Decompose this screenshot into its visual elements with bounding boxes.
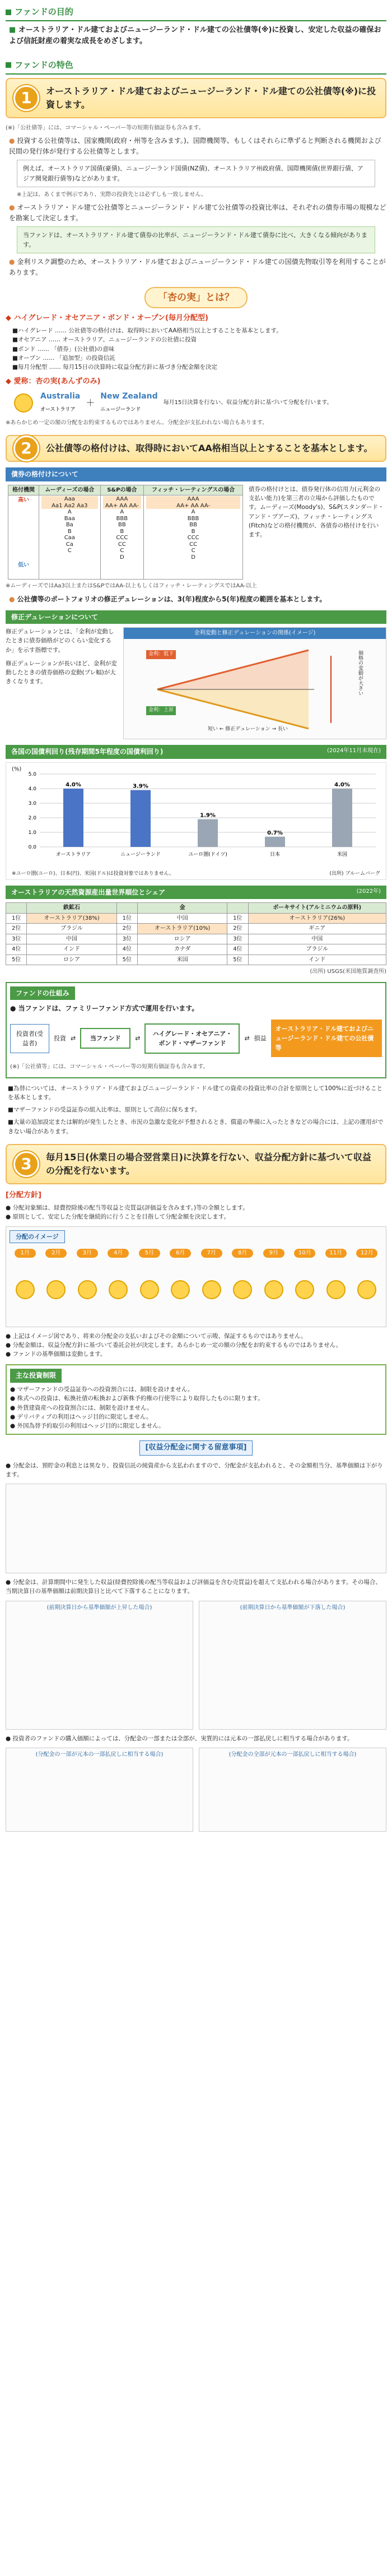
- name-breakdown: ■ハイグレード …… 公社債等の格付けは、取得時においてAA格相当以上とすることを基本とします。 ■オセアニア …… オーストラリア、ニュージーランドの公社債に投資 ■ボンド …… 「債券」(公社債)の意味 ■オープン …… 「追加型」の投資信託 ■毎月分配型 …… 毎月15日の決算時に収益分配方針に基づき分配金額を決定: [12, 327, 282, 371]
- coin-icon: [16, 1280, 35, 1299]
- gov-yield-title: 各国の国債利回り(残存期間5年程度の国債利回り) (2024年11月末現在): [6, 745, 386, 759]
- dist-policy: ● 分配対象額は、経費控除後の配当等収益と売買益(評価益を含みます。)等の全額とします。 ● 原則として、安定した分配を継続的に行うことを目指して分配金額を決定します。: [6, 1204, 249, 1221]
- rank-source: (出所) USGS(米国地質調査所): [310, 969, 386, 975]
- country-label: 日本: [269, 851, 281, 858]
- coin-icon: [326, 1280, 346, 1299]
- nz-label: New Zealand ニュージーランド: [100, 392, 158, 413]
- fund-name-heading: ◆ ハイグレード・オセアニア・ボンド・オープン(毎月分配型): [6, 313, 208, 322]
- rating-title: 債券の格付けについて: [6, 467, 386, 481]
- yield-value-label: 1.9%: [200, 812, 216, 819]
- duration-section: [6, 627, 386, 739]
- ratio-box: 当ファンドは、オーストラリア・ドル建て債券の比率が、ニュージーランド・ドル建て債券に比べ、大きくなる傾向があります。: [17, 226, 375, 253]
- structure-note: (※)「公社債等」には、コマーシャル・ペーパー等の短期有価証券も含みます。: [10, 1064, 209, 1071]
- yield-value-label: 0.7%: [267, 830, 283, 836]
- section-heading-features: ファンドの特色: [6, 58, 386, 75]
- coin-icon: [357, 1280, 376, 1299]
- yield-source: (出所) ブルームバーグ: [329, 870, 380, 877]
- feature-note: (※)「公社債等」には、コマーシャル・ペーパー等の短期有価証券も含みます。: [6, 124, 204, 131]
- example-note: ※上記は、あくまで例示であり、実際の投資先とは必ずしも一致しません。: [17, 191, 207, 198]
- limits-title: 主な投資制限: [10, 1369, 62, 1383]
- gov-yield-chart: [6, 762, 386, 880]
- bullet-1: ● 投資する公社債等は、国家機関(政府・州等を含みます。)、国際機関等、もしくはそれらに準ずると判断される機関および民間の発行体が発行する公社債等とします。: [9, 137, 381, 155]
- caution-fig-full: (分配金の全部が元本の一部払戻しに相当する場合): [199, 1748, 386, 1832]
- rank-title: オーストラリアの天然資源産出量世界順位とシェア (2022年): [6, 886, 386, 900]
- mother-fund-box: ハイグレード・オセアニア・ボンド・マザーファンド: [144, 1023, 240, 1054]
- yield-svg: [6, 763, 386, 864]
- duration-title: 修正デュレーションについて: [6, 610, 386, 624]
- dist-image-title: 分配のイメージ: [10, 1230, 65, 1243]
- apricot-icon: [14, 393, 33, 413]
- caution-fig-left: (前期決算日から基準価額が上昇した場合): [6, 1601, 193, 1730]
- caution-fig-a: [6, 1484, 386, 1573]
- caution-2-figures: [6, 1601, 386, 1730]
- number-badge: 1: [13, 85, 39, 111]
- nickname-row: Australia オーストラリア ＋ New Zealand ニュージーランド 毎月15日決算を行ない、収益分配方針に基づいて分配を行います。: [12, 391, 380, 415]
- cautions-title-row: [収益分配金に関する留意事項]: [6, 1440, 386, 1455]
- number-badge: 3: [13, 1151, 39, 1177]
- number-badge: 2: [13, 435, 39, 461]
- y-tick-label: 5.0: [28, 771, 36, 777]
- yield-note: ※ユーロ圏(ユーロ)、日本(円)、米国(ドル)は投資対象ではありません。: [12, 870, 175, 877]
- dist-policy-title: [分配方針]: [6, 1190, 41, 1199]
- rank-table: 鉄鉱石 金 ボーキサイト(アルミニウムの原料) 1位 オーストラリア(38%) 1位 中国 1位 オーストラリア(26%) 2位 ブラジル 2位 オーストラリア(10%) 2位 ギニア 3位 中国 3位 ロシア 3位 中国 4位 インド 4位 カナダ 4位 ブラジル 5位 ロシア 5位 米国 5位 インド: [6, 902, 386, 965]
- coin-icon: [78, 1280, 97, 1299]
- rate-up-label: 金利：上昇: [146, 706, 176, 715]
- caution-fig-partial: (分配金の一部が元本の一部払戻しに相当する場合): [6, 1748, 193, 1832]
- baby-fund-box: 当ファンド: [80, 1028, 130, 1049]
- limits-box: [6, 1364, 386, 1435]
- country-label: 米国: [337, 851, 348, 858]
- nickname-title: 「杏の実」とは？: [6, 287, 386, 308]
- australia-label: Australia オーストラリア: [40, 392, 81, 413]
- section-heading-purpose: ファンドの目的: [6, 4, 386, 21]
- example-box: 例えば、オーストラリア国債(豪債)、ニュージーランド国債(NZ債)、オーストラリア州政府債、国際機関債(世界銀行債、アジア開発銀行債等)などがあります。: [17, 160, 375, 187]
- yield-value-label: 4.0%: [66, 781, 81, 788]
- country-label: オーストラリア: [55, 851, 91, 858]
- big-change-label: 価格の変動が大きい: [357, 650, 363, 696]
- yield-unit: (%): [12, 766, 22, 772]
- rating-description: 債券の格付けとは、債券発行体の信用力(元利金の支払い能力)を第三者の立場から評価したものです。ムーディーズ(Moody's)、S&P(スタンダード・アンド・プアーズ)、フィッチ・レーティングス(Fitch)などの格付機関が、各債券の格付けを行います。: [249, 485, 384, 539]
- caution-1: ● 分配金は、預貯金の利息とは異なり、投資信託の純資産から支払われますので、分配金が支払われると、その金額相当分、基準価額は下がります。: [6, 1462, 383, 1478]
- caution-fig-right: (前期決算日から基準価額が下落した場合): [199, 1601, 386, 1730]
- nickname-heading: ◆ 愛称：杏の実(あんずのみ): [6, 377, 101, 386]
- month-row: 1月 2月 3月 4月 5月 6月 7月 8月 9月 10月 11月 12月: [10, 1249, 382, 1258]
- duration-bullet: ● 公社債等のポートフォリオの修正デュレーションは、3(年)程度から5(年)程度の範囲を基本とします。: [9, 595, 326, 603]
- yield-bar: [130, 790, 151, 846]
- purpose-text: ■ オーストラリア・ドル建ておよびニュージーランド・ドル建ての公社債等(※)に投資し、安定した収益の確保および信託財産の着実な成長をめざします。: [9, 26, 381, 46]
- yield-value-label: 4.0%: [334, 781, 350, 788]
- y-tick-label: 1.0: [28, 830, 36, 836]
- structure-title: ファンドの仕組み: [10, 986, 75, 1000]
- limits-list: ● マザーファンドの受益証券への投資割合には、制限を設けません。 ● 株式への投資は、転換社債の転換および新株予約権の行使等により取得したものに限ります。 ● 外貨建資産への投資割合には、制限を設けません。 ● デリバティブの利用はヘッジ目的に限定しません。 ● 外国為替予約取引の利用はヘッジ目的に限定しません。: [10, 1386, 264, 1430]
- structure-box: [6, 982, 386, 1078]
- caution-1-figure: [6, 1484, 386, 1573]
- y-tick-label: 3.0: [28, 800, 36, 807]
- country-label: ユーロ圏(ドイツ): [188, 851, 227, 858]
- yield-bar: [332, 789, 352, 847]
- coin-icon: [233, 1280, 252, 1299]
- rating-table: 格付機関 ムーディーズの場合 S&Pの場合 フィッチ・レーティングスの場合 高い 低い Aaa Aa1 Aa2 Aa3 A Baa Ba B Caa Ca C AAA AA+ AA AA- A BBB BB B CCC CC C D AAA AA+ AA AA- A BBB BB B CCC CC C D: [8, 485, 243, 580]
- investor-box: 投資者(受益者): [10, 1024, 49, 1053]
- feature-card-2: 2 公社債等の格付けは、取得時においてAA格相当以上とすることを基本とします。: [6, 435, 386, 462]
- dist-notes: ● 上記はイメージ図であり、将来の分配金の支払いおよびその金額について示唆、保証するものではありません。 ● 分配金額は、収益分配方針に基づいて委託会社が決定します。あらかじめ一定の額の分配をお約束するものではありません。 ● ファンドの基準価額は変動します。: [6, 1332, 342, 1358]
- return-arrow: 損益: [254, 1035, 267, 1043]
- coin-icon: [46, 1280, 66, 1299]
- structure-lead: ● 当ファンドは、ファミリーファンド方式で運用を行います。: [10, 1004, 199, 1013]
- feature-card-1: 1 オーストラリア・ドル建ておよびニュージーランド・ドル建ての公社債等(※)に投資します。: [6, 78, 386, 118]
- yield-bar: [63, 789, 83, 847]
- invest-arrow: 投資: [54, 1035, 66, 1043]
- rate-down-label: 金利：低下: [146, 650, 176, 659]
- coin-icon: [140, 1280, 159, 1299]
- duration-chart-title: 金利変動と修正デュレーションの関係(イメージ): [124, 628, 386, 639]
- target-box: オーストラリア・ドル建ておよびニュージーランド・ドル建ての公社債等: [271, 1020, 382, 1057]
- coin-icon: [202, 1280, 221, 1299]
- structure-diagram: 投資者(受益者) 投資 ⇄ 当ファンド ⇄ ハイグレード・オセアニア・ボンド・マザーファンド ⇄ 損益 オーストラリア・ドル建ておよびニュージーランド・ドル建ての公社債等: [10, 1020, 382, 1057]
- bullet-3: ● 金利リスク調整のため、オーストラリア・ドル建ておよびニュージーランド・ドル建ての国債先物取引等を利用することがあります。: [9, 258, 386, 276]
- yield-bar: [198, 819, 218, 846]
- y-tick-label: 2.0: [28, 815, 36, 821]
- y-tick-label: 4.0: [28, 786, 36, 792]
- bullet-2: ● オーストラリア・ドル建て公社債等とニュージーランド・ドル建て公社債等の投資比率は、それぞれの債券市場の規模などを勘案して決定します。: [9, 203, 386, 222]
- duration-text: 修正デュレーションとは、「金利が変動したときに債券価格がどのくらい変化するか」を示す指標です。 修正デュレーションが長いほど、金利が変動したときの債券価格の変動(ブレ幅)が大きくなります。: [6, 628, 117, 685]
- coin-icon: [171, 1280, 190, 1299]
- fruit-note: ※あらかじめ一定の額の分配をお約束するものではありません。分配金が支払われない場合もあります。: [6, 419, 268, 426]
- square-icon: [6, 10, 11, 15]
- caution-2: ● 分配金は、計算期間中に発生した収益(経費控除後の配当等収益および評価益を含む売買益)を超えて支払われる場合があります。その場合、当期決算日の基準価額は前期決算日と比べて下落することになります。: [6, 1579, 381, 1595]
- yield-value-label: 3.9%: [133, 783, 148, 790]
- yield-bar: [265, 837, 285, 847]
- coin-row: [10, 1280, 382, 1299]
- square-icon: [6, 62, 11, 68]
- caution-3: ● 投資者のファンドの購入価額によっては、分配金の一部または全部が、実質的には元本の一部払戻しに相当する場合があります。: [6, 1735, 353, 1742]
- monthly-text: 毎月15日決算を行ない、収益分配方針に基づいて分配を行います。: [163, 400, 333, 406]
- duration-chart: [123, 627, 386, 739]
- coin-icon: [109, 1280, 128, 1299]
- rating-section: [6, 485, 386, 580]
- caution-3-figures: [6, 1748, 386, 1832]
- feature-card-3: 3 毎月15日(休業日の場合翌営業日)に決算を行ない、収益分配方針に基づいて収益の分配を行ないます。: [6, 1144, 386, 1184]
- policy-list: ■為替については、オーストラリア・ドル建ておよびニュージーランド・ドル建ての資産の投資比率の合計を原則として100%に近づけることを基本とします。 ■マザーファンドの受益証券の組入比率は、原則として高位に保ちます。 ■大量の追加設定または解約が発生したとき、市況の急激な変化が予想されるとき、償還の準備に入ったときなどの場合には、上記の運用ができない場合があります。: [8, 1085, 384, 1135]
- coin-icon: [264, 1280, 283, 1299]
- y-tick-label: 0.0: [28, 844, 36, 850]
- coin-icon: [295, 1280, 314, 1299]
- country-label: ニュージーランド: [120, 851, 161, 858]
- rating-note: ※ムーディーズではAa3以上またはS&PではAA-以上もしくはフィッチ・レーティングスではAA-以上: [6, 583, 257, 590]
- dist-image: [6, 1226, 386, 1327]
- duration-axis-label: 短い ← 修正デュレーション → 長い: [208, 726, 288, 733]
